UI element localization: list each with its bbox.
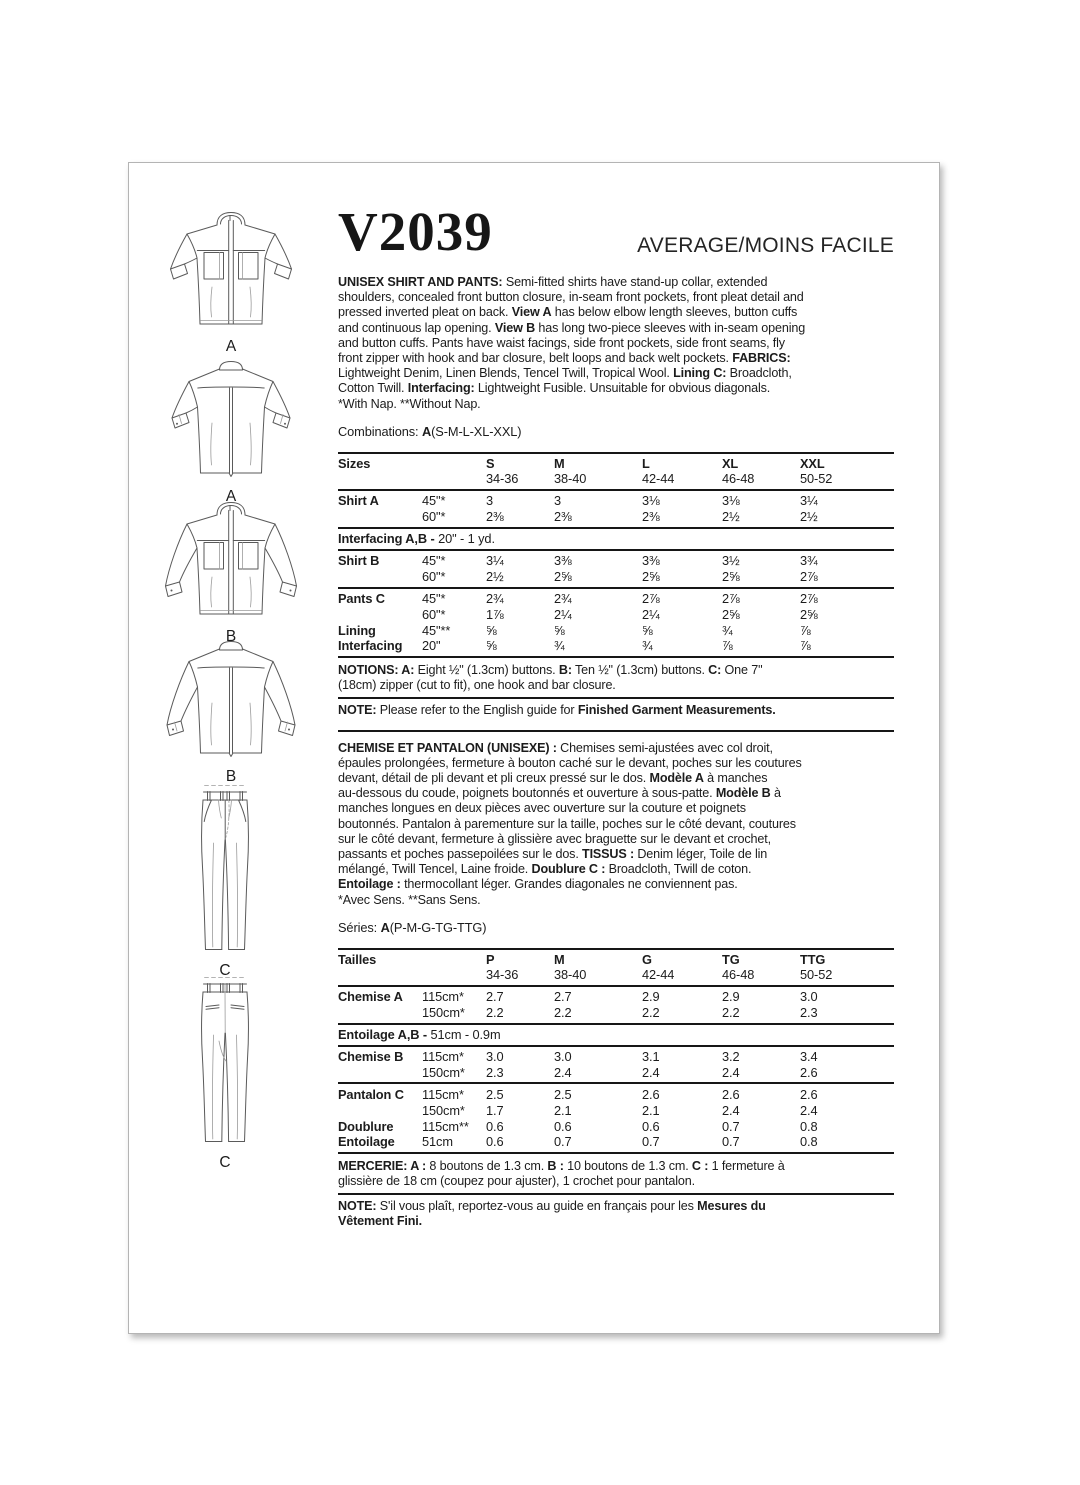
text-segment: View B bbox=[494, 320, 536, 335]
table-cell: 2.2 bbox=[642, 1005, 660, 1021]
table-cell: 2.7 bbox=[486, 989, 504, 1005]
shirt-b-back-drawing bbox=[156, 637, 306, 765]
table-cell: 3¼ bbox=[486, 553, 504, 569]
table-cell: Chemise A bbox=[338, 989, 403, 1005]
text-segment: Vêtement Fini. bbox=[338, 1214, 422, 1229]
table-cell: ⅞ bbox=[800, 622, 811, 638]
english-note bbox=[338, 703, 894, 718]
text-segment: Interfacing: bbox=[407, 381, 475, 396]
text-segment: Cotton Twill. bbox=[338, 381, 408, 396]
table-row bbox=[338, 531, 894, 551]
table-cell: 3⅛ bbox=[642, 493, 660, 509]
figure-pants-c-front bbox=[175, 781, 275, 980]
text-segment: and continuous lap opening. bbox=[338, 320, 495, 335]
text-segment: and button cuffs. Pants have waist facings, side front pockets, side front seams, fly bbox=[338, 335, 785, 350]
table-cell: G bbox=[642, 951, 652, 967]
table-cell: 3.2 bbox=[722, 1049, 740, 1065]
table-cell: ¾ bbox=[554, 638, 565, 654]
table-span-cell: Entoilage A,B - 51cm - 0.9m bbox=[338, 1027, 501, 1043]
text-segment: épaules prolongées, fermeture à bouton caché sur le devant, poches sur les coutures bbox=[338, 755, 802, 770]
english-combinations bbox=[338, 424, 894, 439]
view-label-a-back: A bbox=[225, 488, 237, 505]
table-cell: ⅝ bbox=[486, 622, 497, 638]
table-cell: 2.4 bbox=[722, 1102, 740, 1118]
mercerie-text bbox=[338, 1159, 894, 1195]
text-segment: NOTIONS: A: bbox=[338, 662, 415, 677]
table-row bbox=[338, 1049, 894, 1065]
text-segment: A bbox=[421, 423, 432, 439]
table-row bbox=[338, 591, 894, 607]
text-segment: (18cm) zipper (cut to fit), one hook and bar closure. bbox=[338, 678, 616, 693]
text-segment: Modèle A bbox=[649, 770, 704, 785]
text-segment: à bbox=[770, 786, 781, 801]
table-row bbox=[338, 952, 894, 968]
table-cell: 2⅞ bbox=[642, 591, 660, 607]
table-cell: Shirt A bbox=[338, 493, 379, 509]
table-cell: 3⅜ bbox=[642, 553, 660, 569]
table-cell: 38-40 bbox=[554, 471, 587, 487]
text-segment: front zipper with hook and bar closure, belt loops and back welt pockets. bbox=[338, 351, 733, 366]
text-segment: Lightweight Fusible. Unsuitable for obvious diagonals. bbox=[474, 381, 771, 396]
text-segment: B: bbox=[558, 662, 572, 677]
text-segment: B : bbox=[547, 1158, 564, 1173]
table-cell: 2½ bbox=[722, 509, 740, 525]
table-cell: 2⅝ bbox=[722, 606, 740, 622]
table-cell: 45"* bbox=[422, 553, 446, 569]
table-cell: TTG bbox=[800, 951, 826, 967]
table-cell: 0.6 bbox=[486, 1134, 504, 1150]
table-cell: Pants C bbox=[338, 591, 385, 607]
table-cell: 3.1 bbox=[642, 1049, 660, 1065]
table-cell: 45"* bbox=[422, 591, 446, 607]
text-segment: View A bbox=[511, 305, 552, 320]
table-cell: 2⅞ bbox=[722, 591, 740, 607]
text-segment: CHEMISE ET PANTALON (UNISEXE) : bbox=[338, 740, 557, 755]
table-cell: 2¾ bbox=[554, 591, 572, 607]
text-segment: has below elbow length sleeves, button cuffs bbox=[551, 305, 798, 320]
view-label-b-back: B bbox=[225, 768, 237, 785]
table-row bbox=[338, 1027, 894, 1047]
table-row bbox=[338, 1005, 894, 1025]
table-cell: 2.2 bbox=[722, 1005, 740, 1021]
table-cell: 60"* bbox=[422, 569, 446, 585]
figure-shirt-a-front bbox=[156, 207, 306, 356]
table-cell: 1⅞ bbox=[486, 606, 504, 622]
table-cell: 3.0 bbox=[554, 1049, 572, 1065]
text-segment: NOTE: bbox=[338, 703, 377, 718]
table-cell: 2.9 bbox=[722, 989, 740, 1005]
text-segment: Doublure C : bbox=[531, 862, 606, 877]
table-row bbox=[338, 553, 894, 569]
shirt-a-back-drawing bbox=[156, 357, 306, 485]
difficulty-level: AVERAGE/MOINS FACILE bbox=[637, 234, 894, 257]
table-cell: 0.6 bbox=[486, 1118, 504, 1134]
table-row bbox=[338, 569, 894, 589]
french-series bbox=[338, 920, 894, 935]
table-row bbox=[338, 638, 894, 658]
view-label-b-front: B bbox=[225, 628, 237, 645]
table-cell: Lining bbox=[338, 622, 376, 638]
text-segment: C : bbox=[691, 1158, 709, 1173]
table-cell: 2.1 bbox=[554, 1102, 572, 1118]
text-segment: Eight ½" (1.3cm) buttons. bbox=[414, 662, 559, 677]
english-yardage-table bbox=[338, 452, 894, 658]
table-cell: 20" bbox=[422, 638, 441, 654]
table-cell: 3¾ bbox=[800, 553, 818, 569]
table-row bbox=[338, 607, 894, 623]
table-cell: L bbox=[642, 455, 650, 471]
text-segment: 1 fermeture à bbox=[708, 1158, 785, 1173]
table-cell: 2⅞ bbox=[800, 569, 818, 585]
table-cell: 2.4 bbox=[642, 1064, 660, 1080]
table-cell: ⅝ bbox=[554, 622, 565, 638]
text-segment: Lining C: bbox=[673, 366, 727, 381]
text-segment: 10 boutons de 1.3 cm. bbox=[563, 1158, 692, 1173]
table-cell: 34-36 bbox=[486, 471, 519, 487]
table-cell: 2.4 bbox=[554, 1064, 572, 1080]
shirt-b-front-drawing bbox=[156, 497, 306, 625]
text-segment: Lightweight Denim, Linen Blends, Tencel Twill, Tropical Wool. bbox=[338, 366, 674, 381]
text-segment: mélangé, Twill Tencel, Laine froide. bbox=[338, 862, 532, 877]
table-cell: Chemise B bbox=[338, 1049, 404, 1065]
text-segment: Ten ½" (1.3cm) buttons. bbox=[571, 662, 709, 677]
table-cell: 2⅜ bbox=[554, 509, 572, 525]
table-cell: 2⅜ bbox=[642, 509, 660, 525]
table-cell: 50-52 bbox=[800, 471, 833, 487]
text-segment: Mesures du bbox=[697, 1199, 766, 1214]
table-row bbox=[338, 989, 894, 1005]
table-cell: 2.9 bbox=[642, 989, 660, 1005]
text-segment: UNISEX SHIRT AND PANTS: bbox=[338, 275, 503, 289]
table-cell: S bbox=[486, 455, 495, 471]
table-cell: 2.6 bbox=[800, 1086, 818, 1102]
figure-pants-c-back bbox=[175, 973, 275, 1172]
table-row bbox=[338, 456, 894, 472]
french-yardage-table bbox=[338, 948, 894, 1154]
table-cell: 0.8 bbox=[800, 1118, 818, 1134]
view-label-c-back: C bbox=[219, 1154, 231, 1171]
table-cell: 3½ bbox=[722, 553, 740, 569]
text-segment: C: bbox=[708, 662, 722, 677]
text-segment: Entoilage : bbox=[338, 877, 401, 892]
text-segment: TISSUS : bbox=[582, 846, 635, 861]
text-segment: au-dessous du coude, poignets boutonnés et ouverture à sous-patte. bbox=[338, 786, 716, 801]
table-cell: Tailles bbox=[338, 951, 377, 967]
table-row bbox=[338, 623, 894, 639]
table-cell: 2.6 bbox=[800, 1064, 818, 1080]
table-cell: 2.2 bbox=[554, 1005, 572, 1021]
pattern-number: V2039 bbox=[338, 201, 493, 262]
table-cell: 0.7 bbox=[722, 1134, 740, 1150]
french-description bbox=[338, 730, 894, 908]
table-cell: 2.5 bbox=[486, 1086, 504, 1102]
table-cell: 42-44 bbox=[642, 471, 675, 487]
table-row bbox=[338, 471, 894, 491]
table-row bbox=[338, 1134, 894, 1154]
table-cell: 2¼ bbox=[642, 606, 660, 622]
table-cell: 0.6 bbox=[642, 1118, 660, 1134]
table-cell: 3⅛ bbox=[722, 493, 740, 509]
table-cell: ⅝ bbox=[486, 638, 497, 654]
text-segment: Finished Garment Measurements. bbox=[577, 703, 776, 718]
text-segment: thermocollant léger. Grandes diagonales ne conviennent pas. bbox=[400, 877, 738, 892]
header bbox=[338, 203, 894, 267]
text-segment: One 7" bbox=[721, 662, 763, 677]
text-segment: à manches bbox=[703, 770, 768, 785]
table-cell: 2⅝ bbox=[642, 569, 660, 585]
table-cell: 0.6 bbox=[554, 1118, 572, 1134]
table-cell: 115cm* bbox=[422, 1049, 464, 1065]
table-row bbox=[338, 1103, 894, 1119]
table-cell: ⅞ bbox=[722, 638, 733, 654]
table-cell: 150cm* bbox=[422, 1005, 465, 1021]
table-cell: ⅝ bbox=[642, 622, 653, 638]
table-row bbox=[338, 1087, 894, 1103]
notions-text bbox=[338, 663, 894, 699]
table-cell: 3¼ bbox=[800, 493, 818, 509]
text-segment: Séries: bbox=[338, 919, 381, 935]
table-cell: 2½ bbox=[800, 509, 818, 525]
text-segment: Denim léger, Toile de lin bbox=[634, 846, 768, 861]
pattern-instruction-sheet bbox=[128, 162, 940, 1334]
table-cell: Doublure bbox=[338, 1118, 394, 1134]
text-segment: (P-M-G-TG-TTG) bbox=[389, 919, 487, 935]
table-cell: 45"** bbox=[422, 622, 451, 638]
text-segment: Broadcloth, Twill de coton. bbox=[605, 862, 752, 877]
shirt-a-front-drawing bbox=[156, 207, 306, 335]
table-cell: 34-36 bbox=[486, 967, 519, 983]
text-segment: MERCERIE: A : bbox=[338, 1158, 427, 1173]
table-cell: 2⅜ bbox=[486, 509, 504, 525]
table-cell: 0.7 bbox=[554, 1134, 572, 1150]
table-cell: TG bbox=[722, 951, 740, 967]
table-cell: 51cm bbox=[422, 1134, 453, 1150]
text-segment: Semi-fitted shirts have stand-up collar, extended bbox=[502, 275, 768, 289]
table-cell: XXL bbox=[800, 455, 825, 471]
text-segment: Modèle B bbox=[715, 786, 771, 801]
table-cell: 38-40 bbox=[554, 967, 587, 983]
text-segment: Chemises semi-ajustées avec col droit, bbox=[556, 740, 773, 755]
text-segment: Combinations: bbox=[338, 423, 422, 439]
text-segment: devant, détail de pli devant et pli creux pressé sur le dos. bbox=[338, 770, 650, 785]
table-cell: Shirt B bbox=[338, 553, 380, 569]
text-segment: (S-M-L-XL-XXL) bbox=[431, 423, 522, 439]
table-cell: 60"* bbox=[422, 509, 446, 525]
pants-c-front-drawing bbox=[175, 781, 275, 959]
text-segment: FABRICS: bbox=[732, 351, 791, 366]
english-description bbox=[338, 275, 894, 412]
french-note bbox=[338, 1199, 894, 1229]
table-row bbox=[338, 509, 894, 529]
table-cell: 2.1 bbox=[642, 1102, 660, 1118]
table-cell: 3.0 bbox=[486, 1049, 504, 1065]
table-cell: ⅞ bbox=[800, 638, 811, 654]
figure-shirt-a-back bbox=[156, 357, 306, 506]
table-cell: 2½ bbox=[486, 569, 504, 585]
view-label-c-front: C bbox=[219, 962, 231, 979]
table-cell: ¾ bbox=[722, 622, 733, 638]
table-row bbox=[338, 493, 894, 509]
text-segment: glissière de 18 cm (coupez pour ajuster), 1 crochet pour pantalon. bbox=[338, 1174, 695, 1189]
text-segment: has long two-piece sleeves with in-seam opening bbox=[535, 320, 806, 335]
text-segment: *With Nap. **Without Nap. bbox=[338, 396, 481, 411]
table-cell: 0.8 bbox=[800, 1134, 818, 1150]
table-cell: 0.7 bbox=[642, 1134, 660, 1150]
table-cell: 150cm* bbox=[422, 1064, 465, 1080]
table-cell: ¾ bbox=[642, 638, 653, 654]
text-column bbox=[338, 203, 894, 1230]
table-cell: 2⅝ bbox=[554, 569, 572, 585]
table-cell: 2⅝ bbox=[800, 606, 818, 622]
table-cell: 115cm* bbox=[422, 989, 464, 1005]
table-cell: Sizes bbox=[338, 455, 371, 471]
table-cell: 2.6 bbox=[642, 1086, 660, 1102]
table-cell: 46-48 bbox=[722, 967, 755, 983]
table-cell: 3.4 bbox=[800, 1049, 818, 1065]
table-cell: 46-48 bbox=[722, 471, 755, 487]
table-cell: M bbox=[554, 951, 565, 967]
table-row bbox=[338, 1119, 894, 1135]
table-cell: 2¼ bbox=[554, 606, 572, 622]
table-cell: Pantalon C bbox=[338, 1086, 404, 1102]
table-cell: 2.3 bbox=[800, 1005, 818, 1021]
text-segment: boutonnés. Pantalon à parementure sur la taille, poches sur le côté devant, coutures bbox=[338, 816, 796, 831]
text-segment: manches longues en deux pièces avec ouverture sur la couture et poignets bbox=[338, 801, 746, 816]
table-row bbox=[338, 967, 894, 987]
table-cell: 3.0 bbox=[800, 989, 818, 1005]
text-segment: A bbox=[380, 919, 390, 935]
table-cell: 115cm* bbox=[422, 1086, 464, 1102]
table-cell: 1.7 bbox=[486, 1102, 504, 1118]
table-span-cell: Interfacing A,B - 20" - 1 yd. bbox=[338, 531, 495, 547]
table-cell: 60"* bbox=[422, 606, 446, 622]
table-cell: 50-52 bbox=[800, 967, 833, 983]
text-segment: S'il vous plaît, reportez-vous au guide en français pour les bbox=[376, 1199, 698, 1214]
table-cell: Entoilage bbox=[338, 1134, 395, 1150]
table-cell: Interfacing bbox=[338, 638, 403, 654]
text-segment: passants et poches passepoilées sur le dos. bbox=[338, 846, 583, 861]
text-segment: sur le côté devant, fermeture à glissière avec braguette sur le devant et crochet, bbox=[338, 831, 771, 846]
figure-shirt-b-front bbox=[156, 497, 306, 646]
text-segment: shoulders, concealed front button closure, in-seam front pockets, front pleat detail and bbox=[338, 290, 804, 305]
text-segment: pressed inverted pleat on back. bbox=[338, 305, 512, 320]
table-cell: 2⅝ bbox=[722, 569, 740, 585]
table-cell: 2.4 bbox=[722, 1064, 740, 1080]
table-cell: 45"* bbox=[422, 493, 446, 509]
table-cell: M bbox=[554, 455, 565, 471]
table-cell: P bbox=[486, 951, 495, 967]
table-cell: 2⅞ bbox=[800, 591, 818, 607]
table-cell: 3 bbox=[554, 493, 562, 509]
table-row bbox=[338, 1065, 894, 1085]
table-cell: 3⅜ bbox=[554, 553, 572, 569]
table-cell: 3 bbox=[486, 493, 494, 509]
table-cell: XL bbox=[722, 455, 739, 471]
text-segment: NOTE: bbox=[338, 1199, 377, 1214]
table-cell: 42-44 bbox=[642, 967, 675, 983]
text-segment: 8 boutons de 1.3 cm. bbox=[426, 1158, 548, 1173]
table-cell: 2¾ bbox=[486, 591, 504, 607]
view-label-a-front: A bbox=[225, 338, 237, 355]
table-cell: 2.5 bbox=[554, 1086, 572, 1102]
table-cell: 2.2 bbox=[486, 1005, 504, 1021]
text-segment: Please refer to the English guide for bbox=[376, 703, 578, 718]
table-cell: 2.7 bbox=[554, 989, 572, 1005]
table-cell: 2.6 bbox=[722, 1086, 740, 1102]
table-cell: 2.4 bbox=[800, 1102, 818, 1118]
pants-c-back-drawing bbox=[175, 973, 275, 1151]
table-cell: 0.7 bbox=[722, 1118, 740, 1134]
table-cell: 150cm* bbox=[422, 1102, 465, 1118]
text-segment: *Avec Sens. **Sans Sens. bbox=[338, 892, 481, 907]
figure-shirt-b-back bbox=[156, 637, 306, 786]
table-cell: 115cm** bbox=[422, 1118, 469, 1134]
table-cell: 2.3 bbox=[486, 1064, 504, 1080]
text-segment: Broadcloth, bbox=[726, 366, 792, 381]
